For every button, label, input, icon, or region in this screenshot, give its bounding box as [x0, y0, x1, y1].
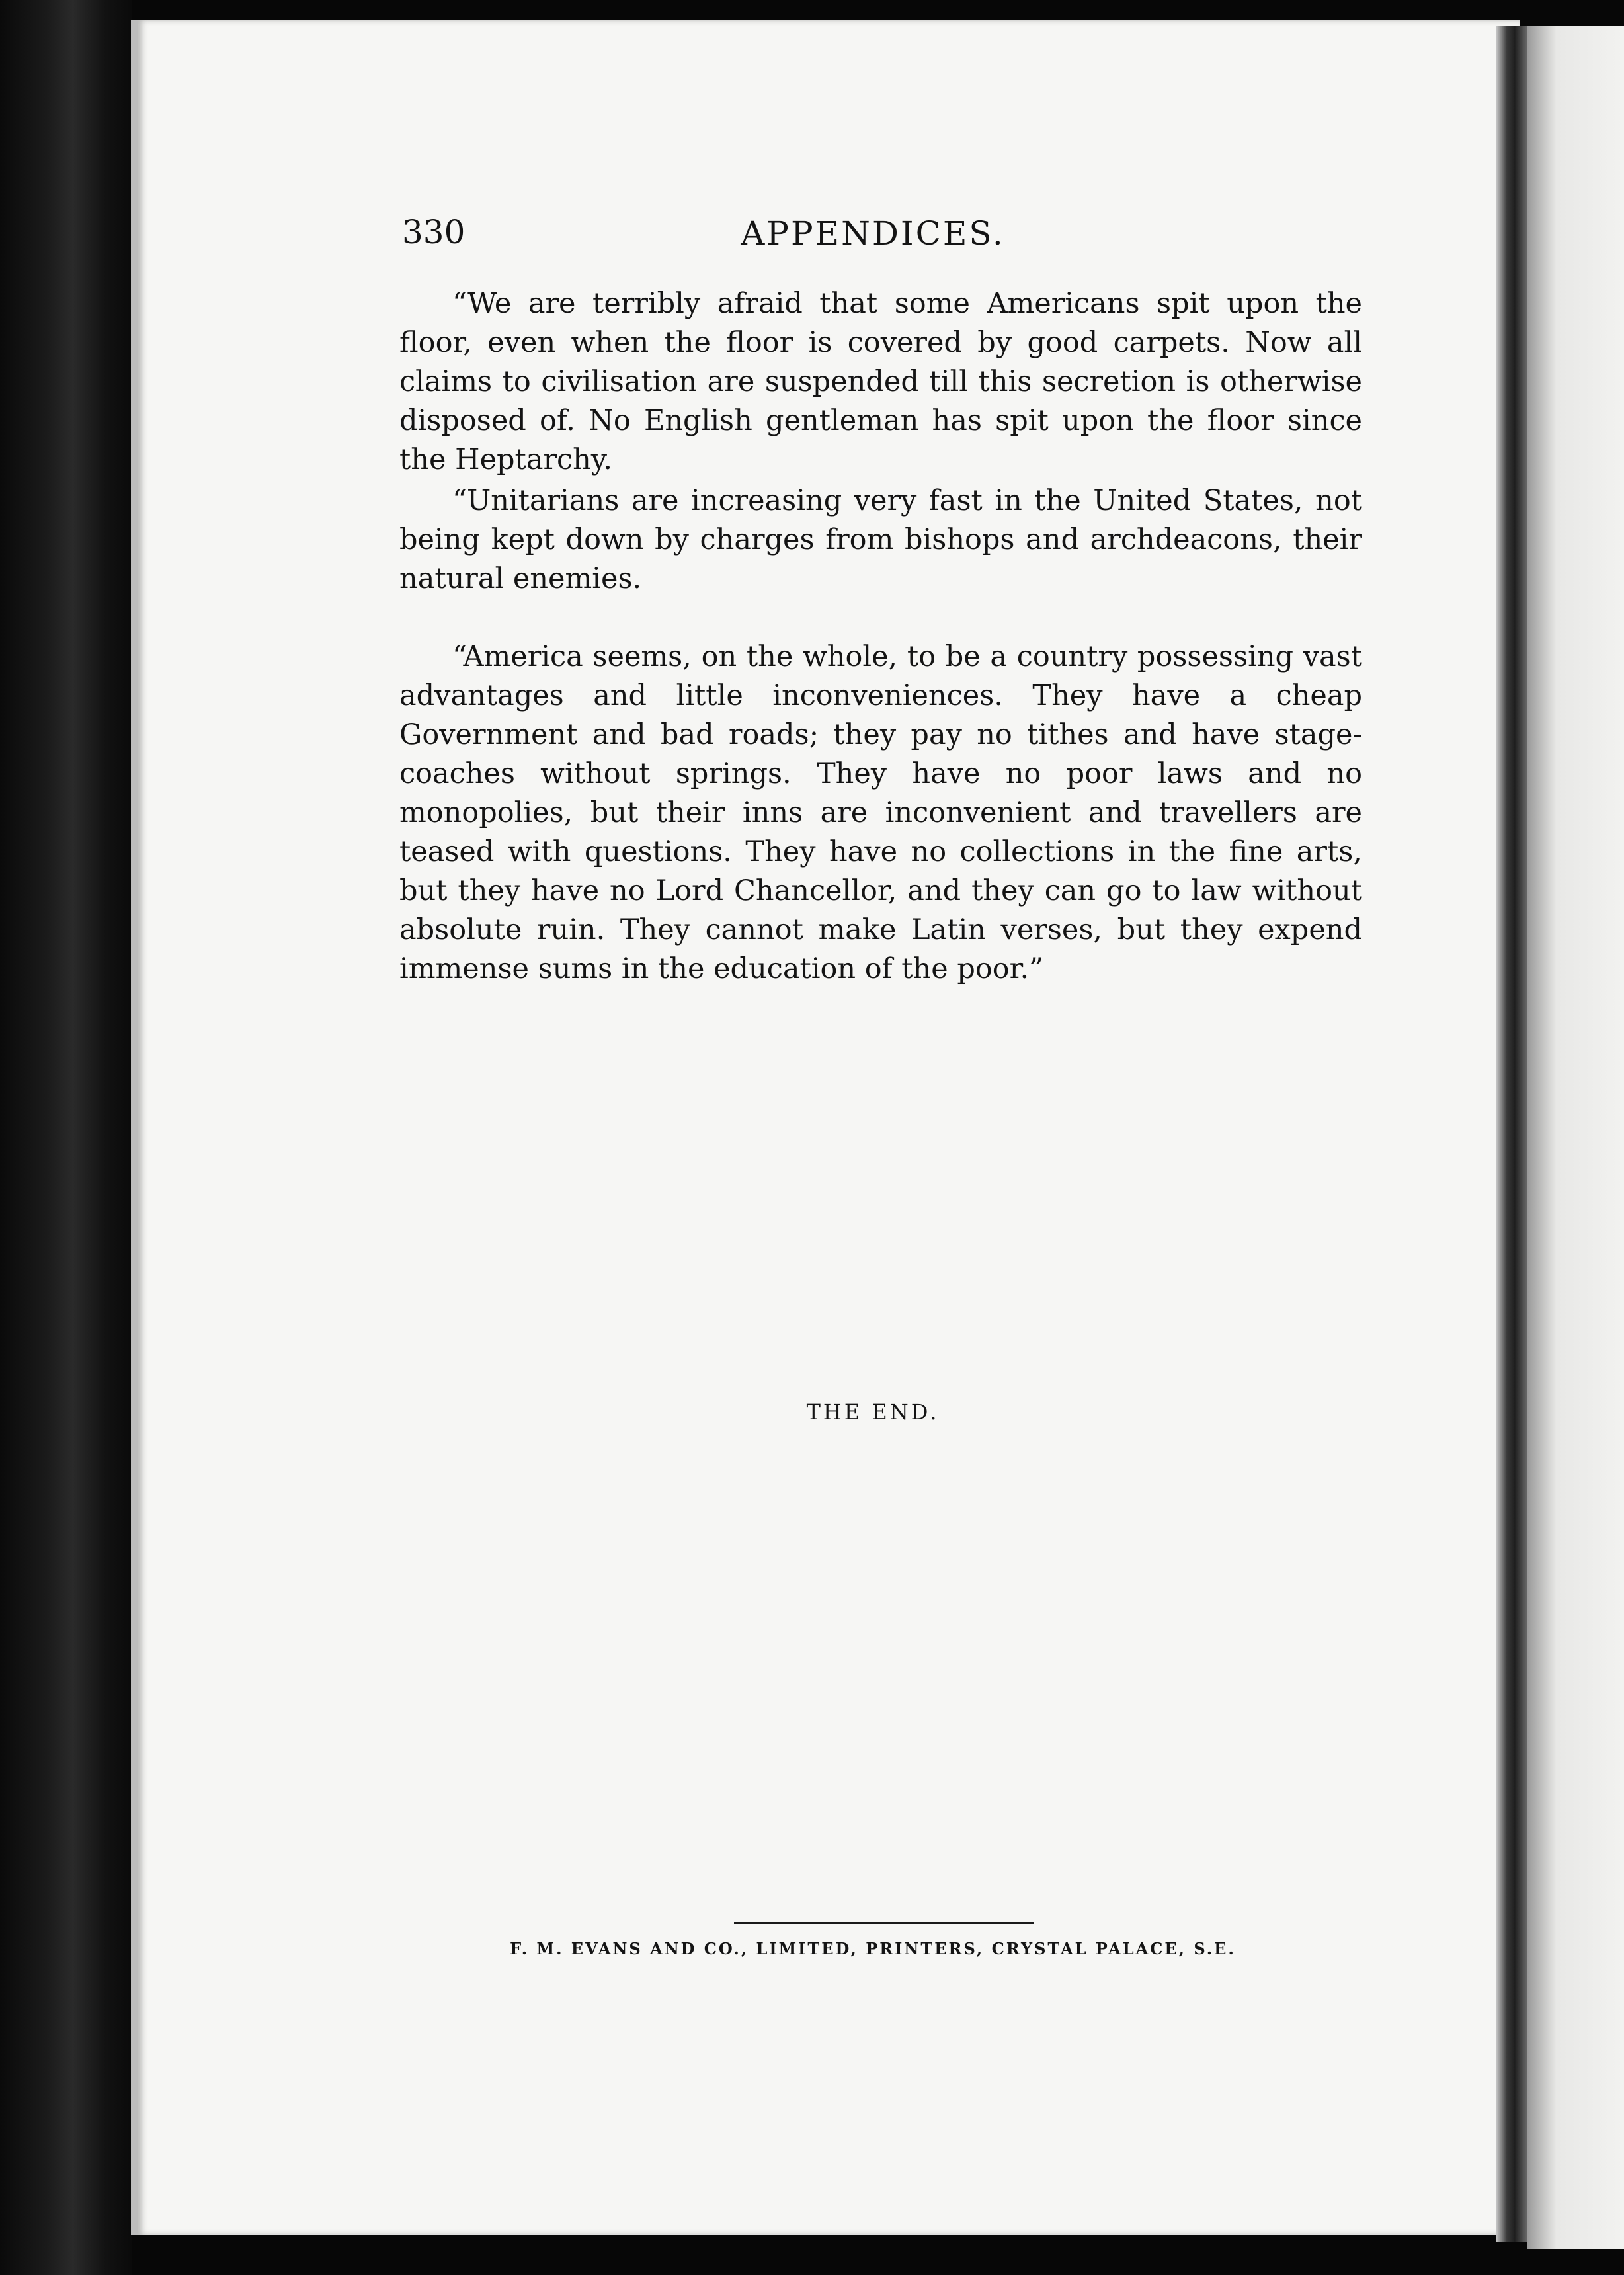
book-binding — [0, 0, 132, 2275]
page-number: 330 — [402, 213, 466, 251]
facing-page-edge — [1527, 26, 1624, 2249]
printer-imprint: F. M. EVANS AND CO., LIMITED, PRINTERS, CRYSTAL PALACE, S.E. — [510, 1939, 1236, 1958]
paragraph-unitarians: “Unitarians are increasing very fast in the United States, not being kept down by charges from bishops and archdeacons, their natural enemies. — [399, 484, 1362, 595]
page-gutter — [1496, 26, 1527, 2242]
paragraph-america: “America seems, on the whole, to be a country possessing vast advantages and little inconveniences. They have a cheap Government and bad roads; they pay no tithes and have stage-coaches without springs. They have no poor laws and no monopolies, but their inns are inconvenient and travellers are teased with questions. They have no collections in the fine arts, but they have no Lord Chancellor, and they can go to law without absolute ruin. They cannot make Latin verses, but they expend immense sums in the education of the poor.” — [399, 640, 1362, 985]
printer-rule-divider — [734, 1922, 1034, 1924]
running-head: APPENDICES. — [741, 214, 1005, 253]
the-end-label: THE END. — [806, 1399, 940, 1425]
paragraph-spitting: “We are terribly afraid that some Americans spit upon the floor, even when the floor is covered by good carpets. Now all claims to civilisation are suspended till this secretion is otherwise disposed of. No English gentleman has spit upon the floor since the Heptarchy. — [399, 287, 1362, 476]
